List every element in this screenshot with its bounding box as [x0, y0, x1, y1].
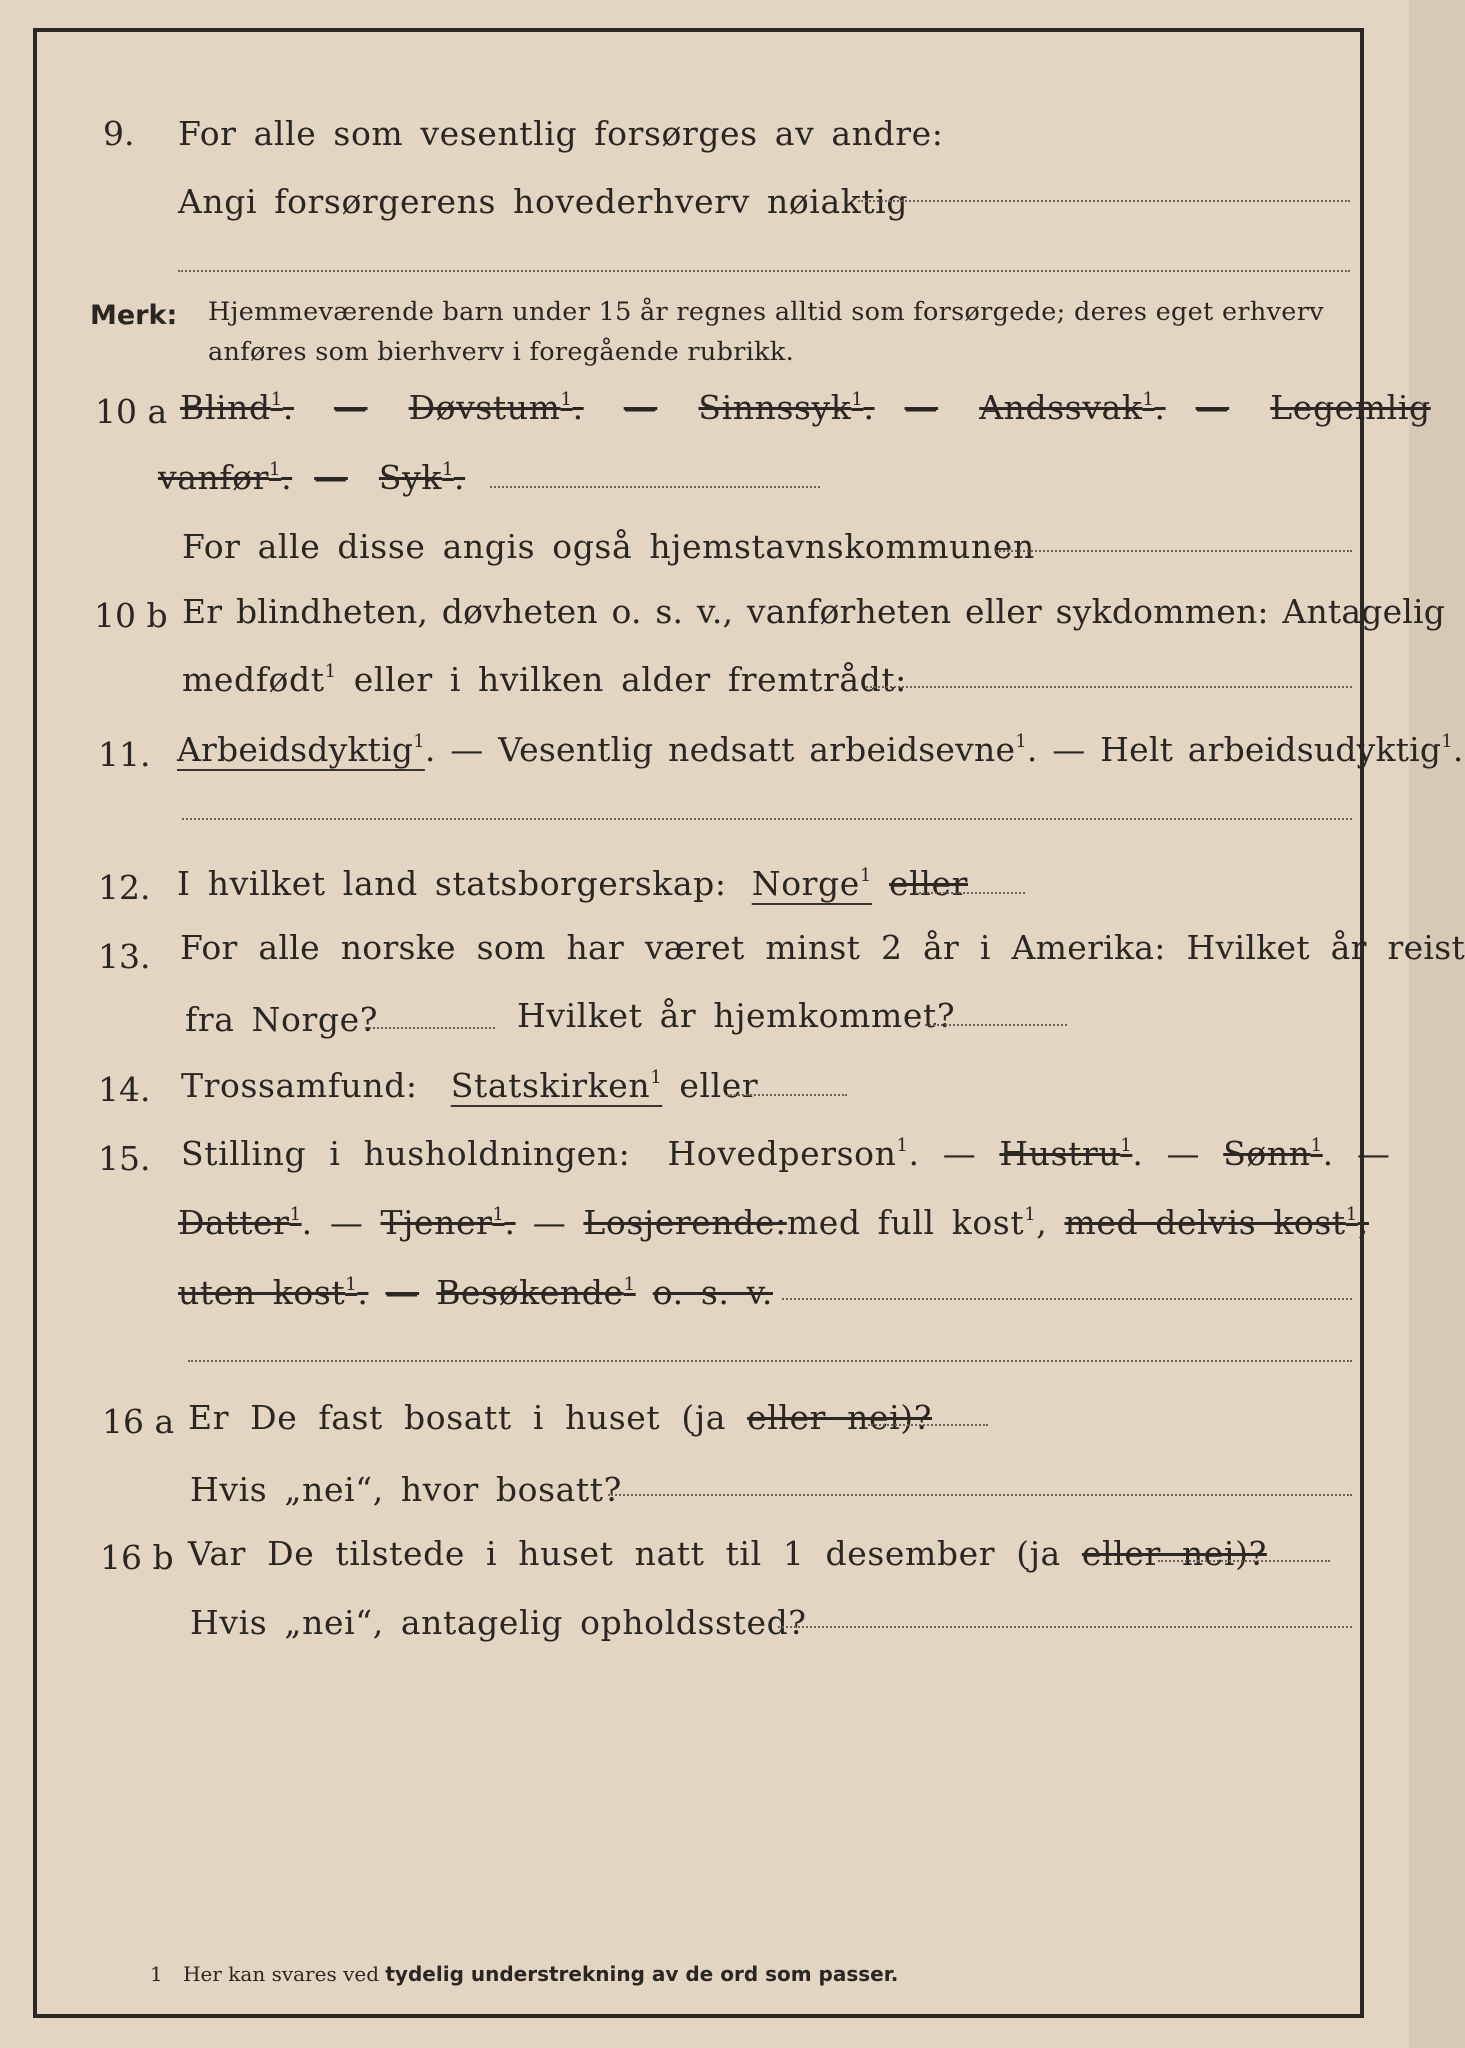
dash: — — [1356, 1134, 1391, 1173]
q10a-number: 10 a — [95, 392, 168, 431]
q13-line1: For alle norske som har været minst 2 år i Amerika: Hvilket år reist — [180, 928, 1465, 967]
q9-answer-field[interactable] — [858, 200, 1350, 202]
q10a-answer-field[interactable] — [490, 486, 820, 488]
dash: — — [329, 1203, 364, 1242]
q16a-number: 16 a — [102, 1402, 175, 1441]
q14-number: 14. — [98, 1070, 151, 1109]
dash: — — [385, 1273, 420, 1312]
q10a-opt-sinnssyk[interactable]: Sinnssyk$^1$. — [698, 388, 875, 427]
q10b-opt-medfodt[interactable]: medfødt — [182, 660, 325, 699]
footnote-number: 1 — [150, 1962, 163, 1986]
q15-opt-full-kost[interactable]: med full kost$^1$ — [786, 1203, 1037, 1242]
q15-line2: Datter$^1$. — Tjener$^1$. — Losjerende:med full kost$^1$, med delvis kost$^1$, — [178, 1203, 1369, 1242]
q11-opt-arbeidsdyktig[interactable]: Arbeidsdyktig$^1$ — [177, 730, 425, 769]
q16a-line1 — [188, 1398, 932, 1437]
q15-opt-tjener[interactable]: Tjener$^1$. — [380, 1203, 516, 1242]
q10b-line2-text: eller i hvilken alder fremtrådt: — [353, 660, 907, 699]
dash: — — [1052, 730, 1086, 769]
q10a-opt-legemlig[interactable]: Legemlig — [1270, 388, 1431, 427]
q10a-opt-andssvak[interactable]: Andssvak$^1$. — [979, 388, 1166, 427]
q11-opt-udyktig[interactable]: Helt arbeidsudyktig$^1$ — [1100, 730, 1453, 769]
q10b-line2: medfødt$^1$ eller i hvilken alder fremtrådt: — [182, 660, 907, 699]
footnote-text: Her kan svares ved — [183, 1962, 380, 1986]
q11-opt-nedsatt[interactable]: Vesentlig nedsatt arbeidsevne$^1$ — [498, 730, 1027, 769]
dash: — — [623, 388, 658, 427]
q16a-text: Er De fast bosatt i huset (ja — [188, 1398, 726, 1437]
q12-line — [177, 864, 968, 903]
q16b-number: 16 b — [100, 1538, 174, 1577]
q14-line — [181, 1066, 758, 1105]
q15-opt-uten-kost[interactable]: uten kost$^1$. — [178, 1273, 369, 1312]
q15-opt-datter[interactable]: Datter$^1$ — [178, 1203, 302, 1242]
q12-text: I hvilket land statsborgerskap: — [177, 864, 727, 903]
q15-opt-besokende[interactable]: Besøkende$^1$ — [436, 1273, 636, 1312]
q14-answer-field[interactable] — [727, 1094, 847, 1096]
q13-number: 13. — [98, 937, 151, 976]
dash: — — [333, 388, 368, 427]
q9-answer-field-2[interactable] — [178, 270, 1350, 272]
q16a-opt-eller-nei[interactable]: eller nei)? — [747, 1398, 932, 1437]
q10a-opt-syk[interactable]: Syk$^1$. — [378, 458, 466, 497]
q10a-home-municipality-field[interactable] — [996, 550, 1352, 552]
q16b-line1 — [188, 1534, 1267, 1573]
q10a-line3: For alle disse angis også hjemstavnskommunen — [182, 527, 1035, 566]
q10b-answer-field[interactable] — [866, 686, 1352, 688]
q9-number: 9. — [103, 114, 135, 153]
q12-answer-field[interactable] — [915, 892, 1025, 894]
q10a-options-line2 — [158, 458, 465, 497]
q10a-opt-vanfor[interactable]: vanfør$^1$. — [158, 458, 293, 497]
q16a-line2: Hvis „nei“, hvor bosatt? — [190, 1470, 622, 1509]
q15-opt-hustru[interactable]: Hustru$^1$ — [999, 1134, 1133, 1173]
q15-text: Stilling i husholdningen: — [181, 1134, 631, 1173]
dash: — — [1195, 388, 1230, 427]
q9-line1: For alle som vesentlig forsørges av andre: — [178, 114, 944, 153]
dash: — — [450, 730, 484, 769]
q15-opt-losjerende[interactable]: Losjerende: — [583, 1203, 787, 1242]
q12-opt-eller[interactable]: eller — [889, 864, 968, 903]
q10b-number: 10 b — [94, 596, 168, 635]
dash: — — [1166, 1134, 1201, 1173]
q15-opt-osv[interactable]: o. s. v. — [652, 1273, 773, 1312]
q15-line1: Stilling i husholdningen: Hovedperson$^1$. — Hustru$^1$. — Sønn$^1$. — — [181, 1134, 1391, 1173]
merk-label: Merk: — [90, 300, 178, 331]
q11-number: 11. — [98, 735, 151, 774]
q14-opt-statskirken[interactable]: Statskirken$^1$ — [450, 1066, 663, 1105]
q10b-line1: Er blindheten, døvheten o. s. v., vanførheten eller sykdommen: Antagelig — [182, 592, 1446, 631]
q10a-opt-blind[interactable]: Blind$^1$. — [180, 388, 294, 427]
q13-year-left-field[interactable] — [365, 1027, 495, 1029]
q16b-answer-field[interactable] — [1158, 1560, 1330, 1562]
footnote-bold-text: tydelig understrekning av de ord som passer. — [385, 1962, 899, 1986]
q11-answer-field[interactable] — [182, 818, 1352, 820]
q16b-opt-eller-nei[interactable]: eller nei)? — [1081, 1534, 1267, 1573]
q13-year-returned-field[interactable] — [925, 1024, 1067, 1026]
dash: — — [904, 388, 939, 427]
dash: — — [532, 1203, 567, 1242]
q15-line3 — [178, 1273, 773, 1312]
q15-opt-sonn[interactable]: Sønn$^1$ — [1223, 1134, 1323, 1173]
q15-answer-field[interactable] — [782, 1298, 1352, 1300]
q16b-whereabouts-field[interactable] — [778, 1626, 1352, 1628]
footnote — [150, 1962, 898, 1986]
q10a-opt-dovstum[interactable]: Døvstum$^1$. — [408, 388, 584, 427]
q15-answer-field-2[interactable] — [188, 1360, 1352, 1362]
q16b-text: Var De tilstede i huset natt til 1 desember (ja — [188, 1534, 1061, 1573]
q13-line2a: fra Norge? — [185, 1000, 379, 1039]
q12-opt-norge[interactable]: Norge$^1$ — [751, 864, 872, 903]
q10a-options-line1 — [180, 388, 1431, 427]
q16a-answer-field[interactable] — [868, 1424, 988, 1426]
q16a-where-field[interactable] — [608, 1494, 1352, 1496]
dash: — — [314, 458, 348, 497]
q15-number: 15. — [98, 1139, 151, 1178]
q14-text: Trossamfund: — [181, 1066, 418, 1105]
q13-line2b: Hvilket år hjemkommet? — [517, 996, 956, 1035]
q12-number: 12. — [98, 868, 151, 907]
q15-opt-hovedperson[interactable]: Hovedperson$^1$ — [667, 1134, 909, 1173]
q11-options: Arbeidsdyktig$^1$. — Vesentlig nedsatt arbeidsevne$^1$. — Helt arbeidsudyktig$^1$. — [177, 730, 1464, 769]
q15-opt-delvis-kost[interactable]: med delvis kost$^1$, — [1064, 1203, 1369, 1242]
q9-line2: Angi forsørgerens hovederhverv nøiaktig — [178, 182, 909, 221]
q16b-line2: Hvis „nei“, antagelig opholdssted? — [190, 1603, 807, 1642]
dash: — — [942, 1134, 977, 1173]
q14-opt-eller[interactable]: eller — [679, 1066, 759, 1105]
merk-text: Hjemmeværende barn under 15 år regnes alltid som forsørgede; deres eget erhverv anføres som bierhverv i foregående rubrikk. — [208, 297, 1324, 367]
